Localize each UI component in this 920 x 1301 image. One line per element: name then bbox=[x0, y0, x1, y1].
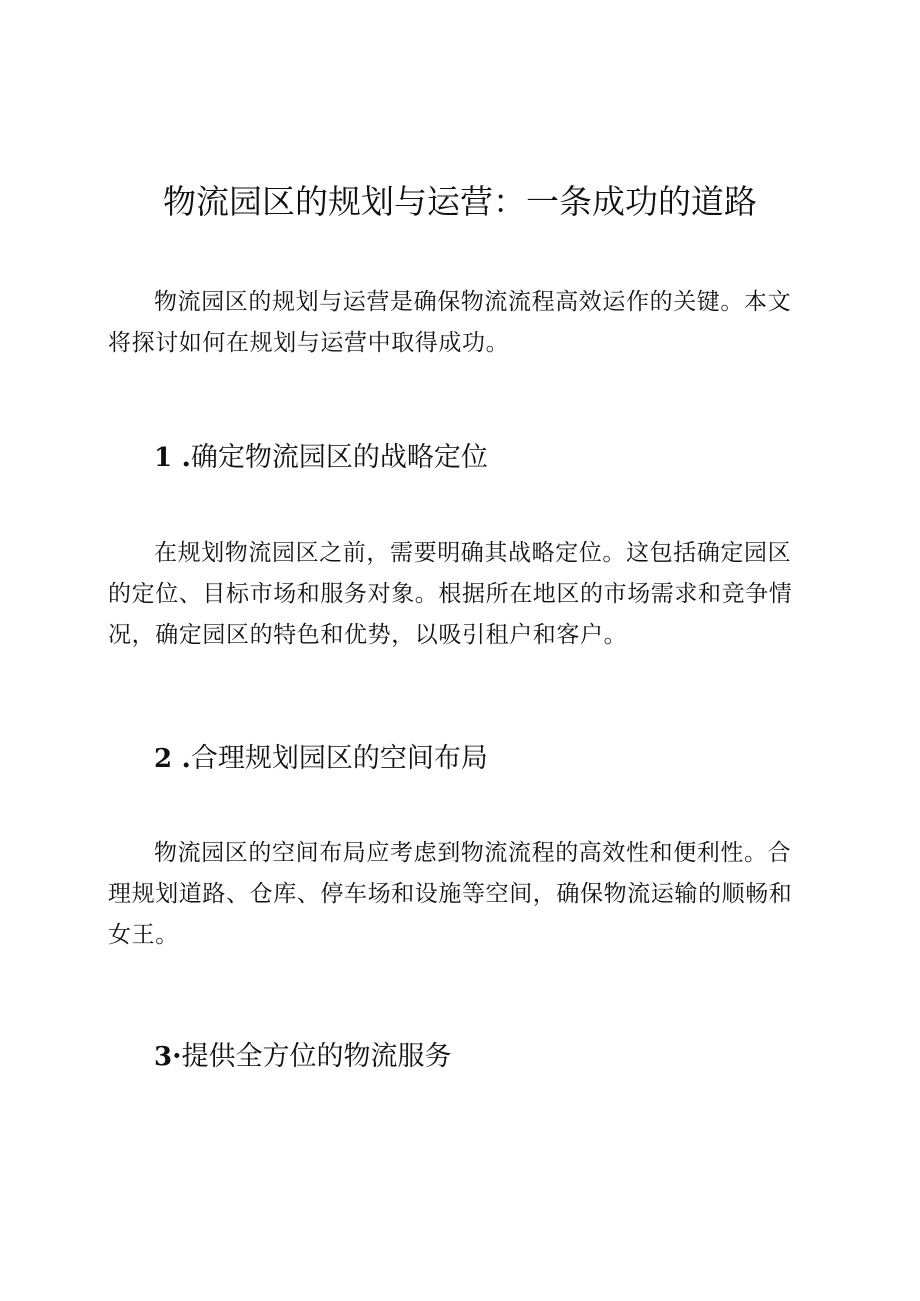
section-3-number: 3 bbox=[154, 1042, 173, 1072]
section-2-paragraph bbox=[108, 833, 808, 956]
section-2-separator: . bbox=[172, 743, 191, 774]
section-1-number: 1 bbox=[154, 443, 173, 473]
section-3-separator: · bbox=[172, 1041, 182, 1072]
section-1-heading bbox=[154, 436, 814, 480]
section-3-title: 提供全方位的物流服务 bbox=[181, 1041, 452, 1072]
section-2-number: 2 bbox=[154, 744, 173, 774]
section-2-paragraph-text: 物流园区的空间布局应考虑到物流流程的高效性和便利性。合理规划道路、仓库、停车场和设施等空间，确保物流运输的顺畅和 bbox=[108, 840, 793, 907]
section-1-separator: . bbox=[172, 442, 191, 473]
document-title: 物流园区的规划与运营：一条成功的道路 bbox=[163, 182, 757, 221]
intro-paragraph: 物流园区的规划与运营是确保物流流程高效运作的关键。本文将探讨如何在规划与运营中取得成功。 bbox=[108, 289, 792, 356]
section-2-heading bbox=[154, 737, 814, 781]
section-3-heading bbox=[154, 1035, 814, 1079]
section-2-paragraph-end: 女王。 bbox=[108, 922, 179, 948]
section-1-title: 确定物流园区的战略定位 bbox=[190, 442, 488, 473]
section-2-title: 合理规划园区的空间布局 bbox=[190, 743, 488, 774]
section-1-paragraph: 在规划物流园区之前，需要明确其战略定位。这包括确定园区的定位、目标市场和服务对象。根据所在地区的市场需求和竞争情况，确定园区的特色和优势，以吸引租户和客户。 bbox=[108, 540, 793, 648]
